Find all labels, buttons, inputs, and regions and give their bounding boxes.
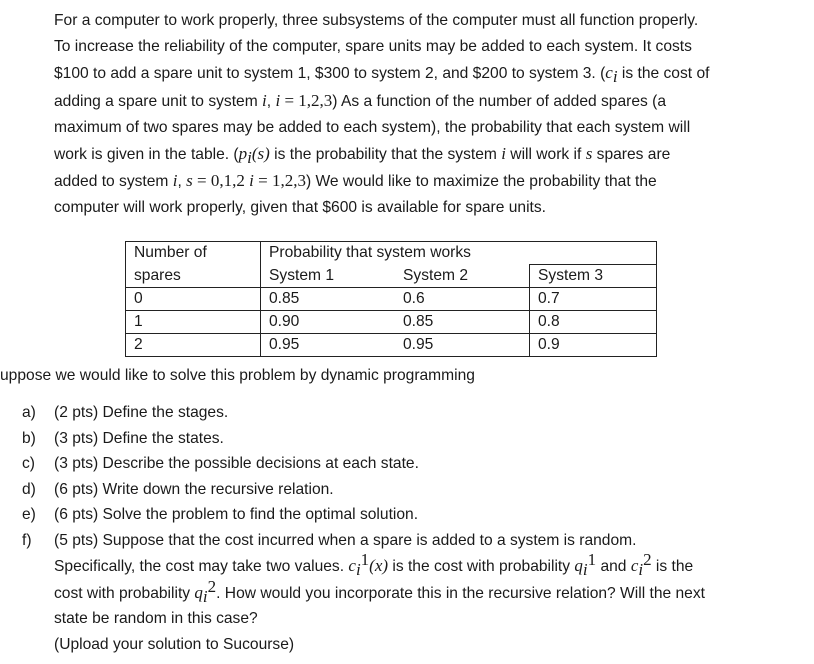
header-spares: spares (126, 265, 261, 288)
system-3-cell: 0.8 (530, 311, 657, 334)
spares-cell: 0 (126, 288, 261, 311)
table-subheader-row (126, 265, 657, 288)
problem-line-6: work is given in the table. ($p_i(s)$ is the probability that the system i will work if s spares are (54, 144, 671, 168)
system-1-cell: 0.95 (261, 334, 396, 357)
table-row (126, 311, 657, 334)
problem-line-3: $100 to add a spare unit to system 1, $300 to system 2, and $200 to system 3. ($c_i$ is the cost of (54, 63, 710, 87)
question-b: b) (3 pts) Define the states. (22, 429, 224, 447)
question-f: f) (5 pts) Suppose that the cost incurred when a spare is added to a system is random. Specifically, the cost may take two values. $c_i^1(x)$ is the cost with probability $q_i^1$ and $c_i^2$ is the cost with probability $q_i^2$. How would you incorporate this in the recursive relation? Will the next state be random in this case? (Upload your solution to Sucourse) (22, 531, 705, 653)
system-3-cell: 0.7 (530, 288, 657, 311)
problem-line-2: To increase the reliability of the computer, spare units may be added to each system. It costs (54, 38, 692, 56)
table-header-row (126, 242, 657, 265)
question-a: a) (2 pts) Define the stages. (22, 404, 229, 421)
question-e: e) (6 pts) Solve the problem to find the optimal solution. (22, 506, 419, 523)
system-1-cell: 0.85 (261, 288, 396, 311)
problem-line-1: For a computer to work properly, three subsystems of the computer must all function properly. (54, 12, 699, 29)
problem-line-7: added to system i, s = 0,1,2 i = 1,2,3) We would like to maximize the probability that the (54, 171, 657, 191)
question-list (22, 400, 705, 657)
question-c: c) (3 pts) Describe the possible decisions at each state. (22, 455, 419, 472)
system-1-cell: 0.90 (261, 311, 396, 334)
dp-intro: uppose we would like to solve this problem by dynamic programming (0, 367, 475, 384)
question-d: d) (6 pts) Write down the recursive relation. (22, 480, 334, 498)
problem-statement (54, 8, 804, 222)
header-system-1: System 1 (261, 265, 396, 288)
system-3-cell: 0.9 (530, 334, 657, 357)
spares-cell: 2 (126, 334, 261, 357)
spares-cell: 1 (126, 311, 261, 334)
system-2-cell: 0.85 (395, 311, 530, 334)
header-system-3: System 3 (530, 265, 657, 288)
header-system-2: System 2 (395, 265, 530, 288)
table-row (126, 334, 657, 357)
table-row (126, 288, 657, 311)
system-2-cell: 0.6 (395, 288, 530, 311)
header-number-of: Number of (126, 242, 261, 265)
problem-line-5: maximum of two spares may be added to each system), the probability that each system will (54, 118, 691, 136)
header-probability-group: Probability that system works (261, 242, 657, 265)
system-2-cell: 0.95 (395, 334, 530, 357)
probability-table (125, 241, 657, 357)
problem-line-4: adding a spare unit to system i, i = 1,2,3) As a function of the number of added spares (a (54, 90, 667, 110)
problem-line-8: computer will work properly, given that $600 is available for spare units. (54, 199, 547, 217)
